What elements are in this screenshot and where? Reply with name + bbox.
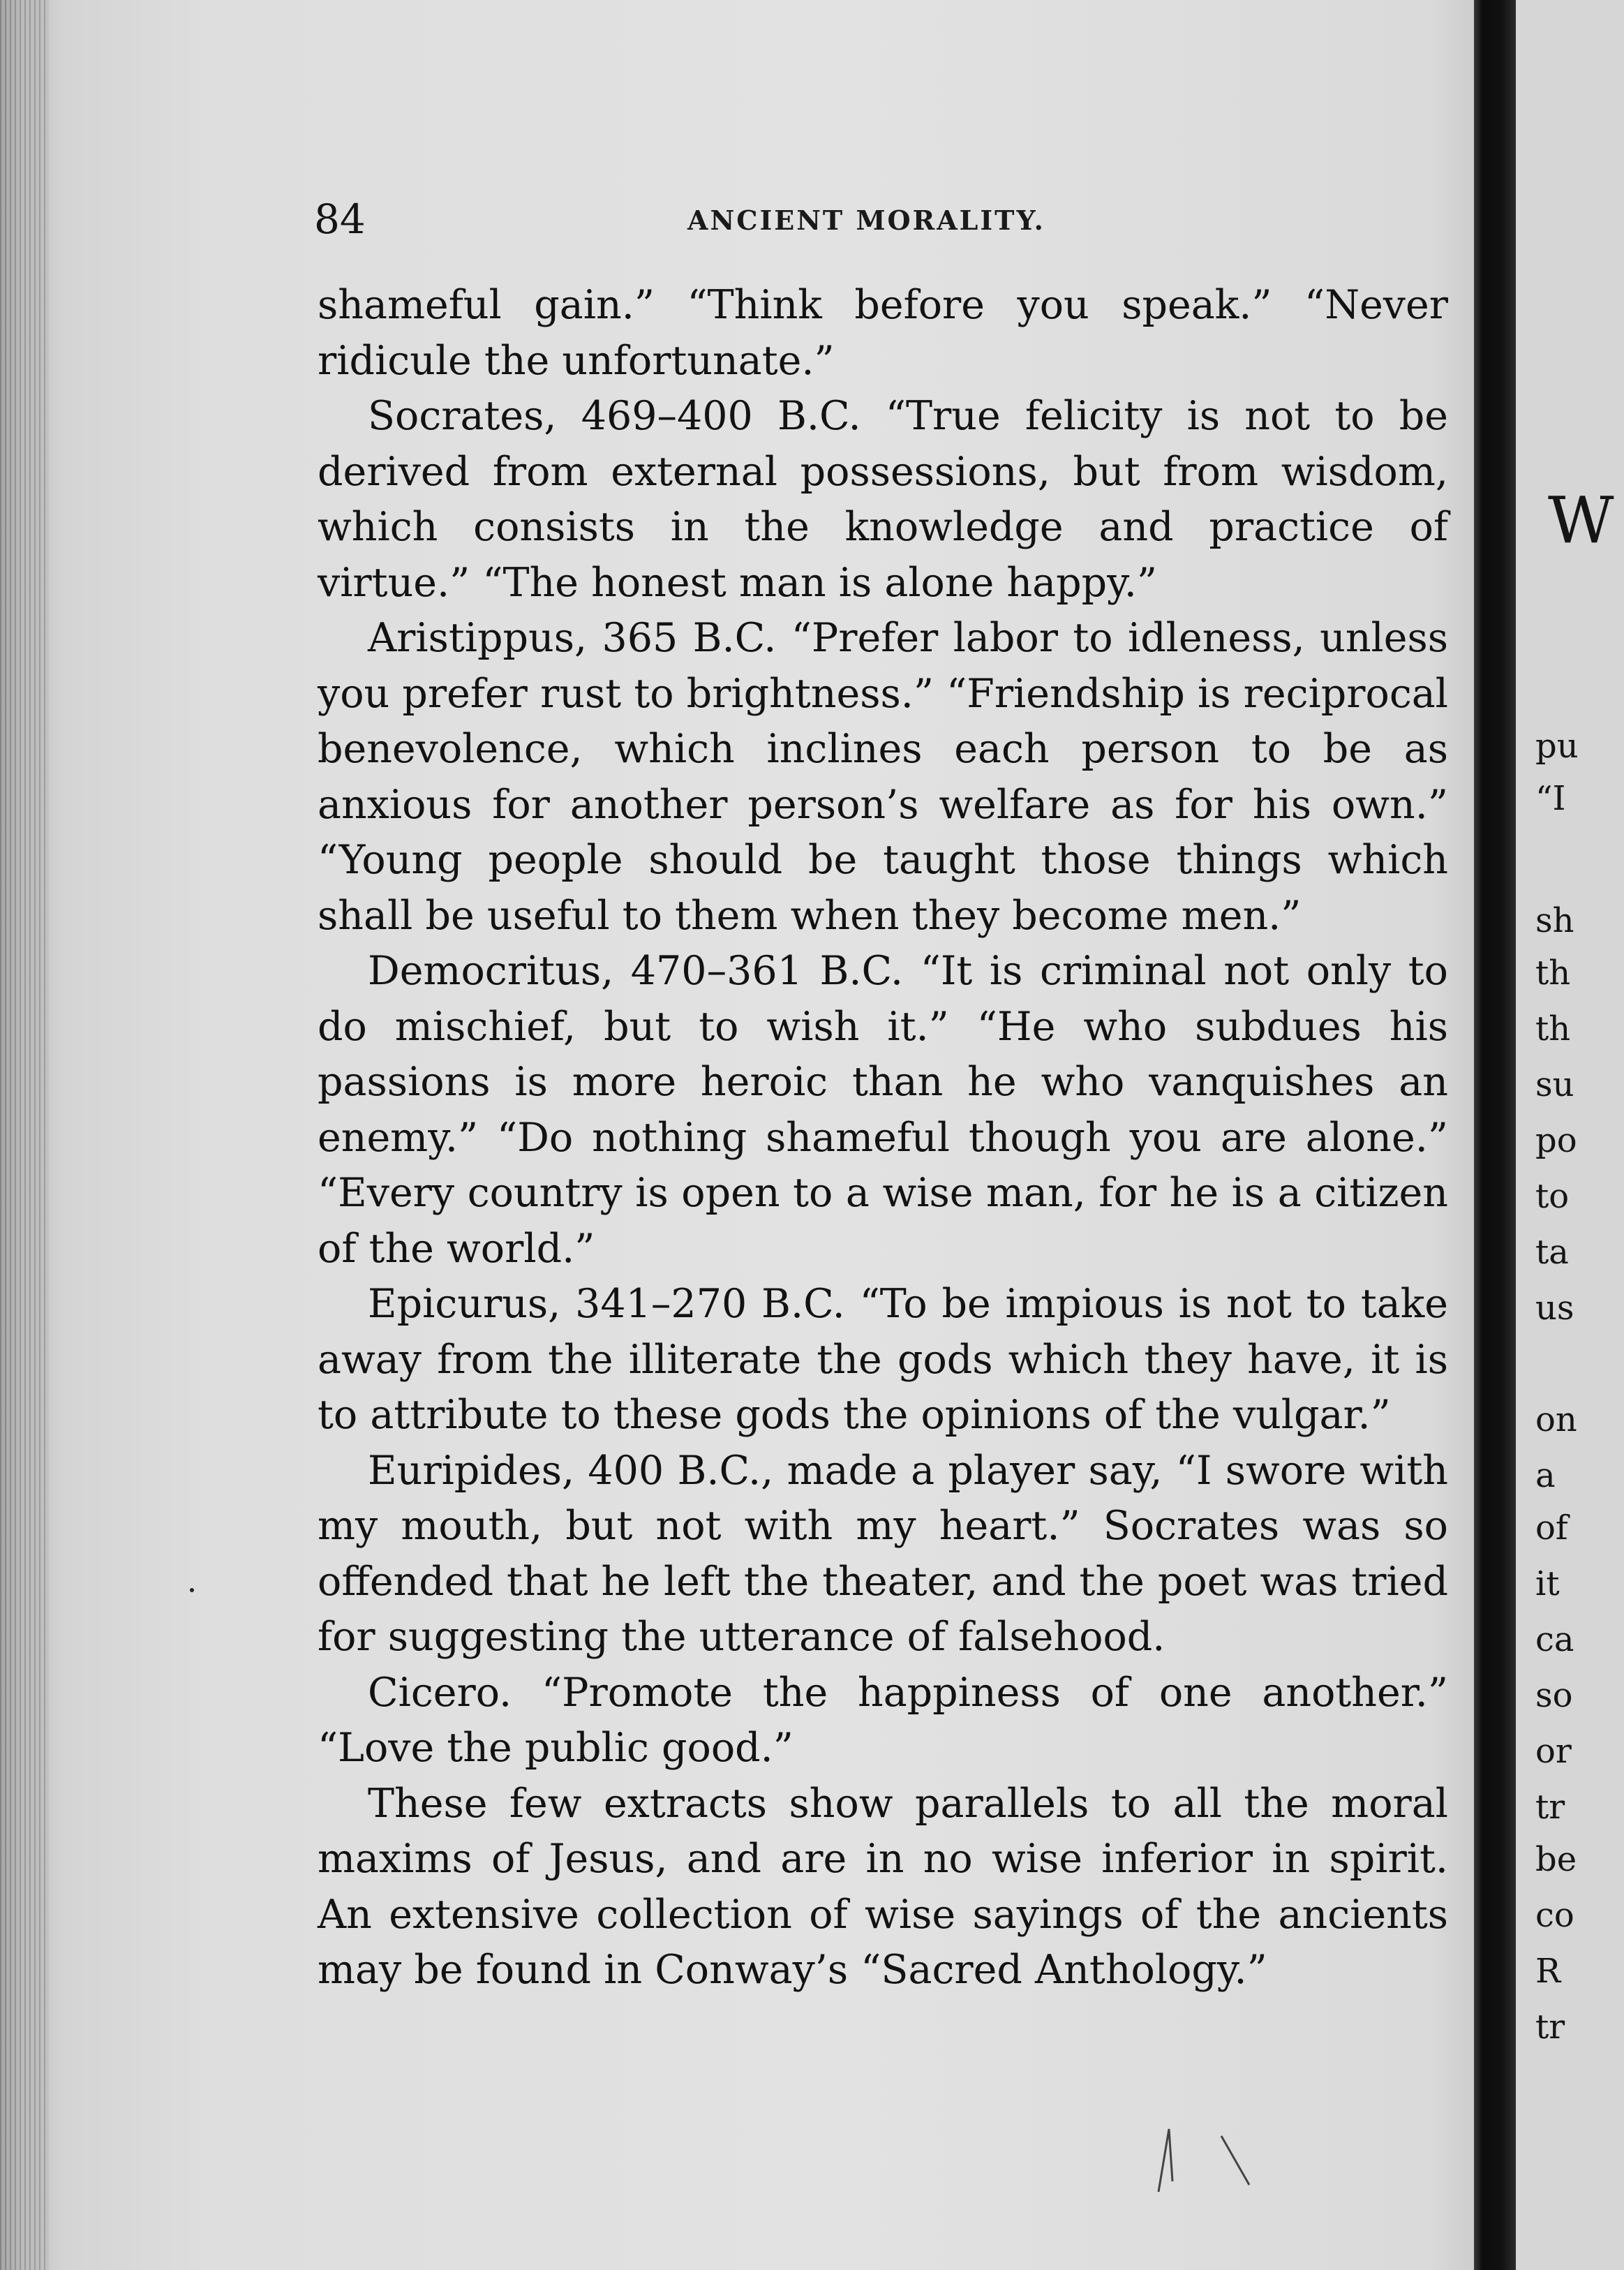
facing-page-fragment: a xyxy=(1535,1456,1556,1495)
paragraph: Socrates, 469–400 B.C. “True felicity is not to be derived from external possessions, but from wisdom, which consists in the knowledge and practice of virtue.” “The honest man is alone happy.” xyxy=(318,393,1448,606)
paragraph: Cicero. “Promote the happiness of one another.” “Love the public good.” xyxy=(318,1669,1448,1771)
facing-page-fragment: tr xyxy=(1535,2008,1565,2047)
page-header xyxy=(314,195,1445,255)
facing-page-fragment: su xyxy=(1535,1065,1574,1104)
facing-page-fragment: on xyxy=(1535,1400,1577,1439)
paragraph: Aristippus, 365 B.C. “Prefer labor to idleness, unless you prefer rust to brightness.” “Friendship is reciprocal benevolence, which inclines each person to be as anxious for another person’s welfare as for his own.” “Young people should be taught those things which shall be useful to them when they become men.” xyxy=(318,615,1448,939)
paragraph: shameful gain.” “Think before you speak.” “Never ridicule the unfortunate.” xyxy=(318,282,1448,384)
facing-page-fragment: sh xyxy=(1535,901,1574,940)
facing-page-fragment: or xyxy=(1535,1732,1572,1771)
scan-speck xyxy=(190,1588,194,1592)
facing-page-fragment: R xyxy=(1535,1952,1561,1991)
facing-page-fragment: th xyxy=(1535,1009,1571,1048)
facing-page-fragment: ca xyxy=(1535,1620,1574,1659)
body-text xyxy=(318,278,1448,1998)
facing-page-fragment: tr xyxy=(1535,1788,1565,1827)
scan-scratch-marks xyxy=(1145,2115,1270,2199)
page-edge-lines xyxy=(0,0,49,2270)
paragraph: These few extracts show parallels to all the moral maxims of Jesus, and are in no wise inferior in spirit. An extensive collection of wise sayings of the ancients may be found in Conway’s “Sacred Anthology.” xyxy=(318,1780,1448,1993)
page-number: 84 xyxy=(314,195,366,243)
paragraph: Democritus, 470–361 B.C. “It is criminal not only to do mischief, but to wish it.” “He who subdues his passions is more heroic than he who vanquishes an enemy.” “Do nothing shameful though you are alone.” “Every country is open to a wise man, for he is a citizen of the world.” xyxy=(318,948,1448,1272)
paragraph: Epicurus, 341–270 B.C. “To be impious is not to take away from the illiterate the gods which they have, it is to attribute to these gods the opinions of the vulgar.” xyxy=(318,1281,1448,1438)
facing-page-fragment: “I xyxy=(1535,779,1566,818)
facing-page-fragment: be xyxy=(1535,1840,1577,1879)
facing-page-fragment: pu xyxy=(1535,727,1579,766)
facing-page-fragment: so xyxy=(1535,1676,1573,1715)
running-head: ANCIENT MORALITY. xyxy=(687,205,1045,236)
facing-page-fragment: ta xyxy=(1535,1233,1569,1272)
facing-page-fragment: th xyxy=(1535,954,1571,993)
book-spine-shadow xyxy=(1474,0,1516,2270)
facing-page-fragment: co xyxy=(1535,1896,1574,1935)
facing-page-fragment: it xyxy=(1535,1564,1560,1603)
facing-page-fragment: to xyxy=(1535,1177,1570,1216)
facing-page-fragment: po xyxy=(1535,1121,1577,1160)
facing-page-initial: W xyxy=(1548,483,1614,558)
facing-page-fragment: of xyxy=(1535,1508,1568,1548)
paragraph: Euripides, 400 B.C., made a player say, “I swore with my mouth, but not with my heart.” Socrates was so offended that he left the theater, and the poet was tried for suggesting the utterance of falsehood. xyxy=(318,1447,1448,1660)
facing-page-fragment: us xyxy=(1535,1289,1574,1328)
